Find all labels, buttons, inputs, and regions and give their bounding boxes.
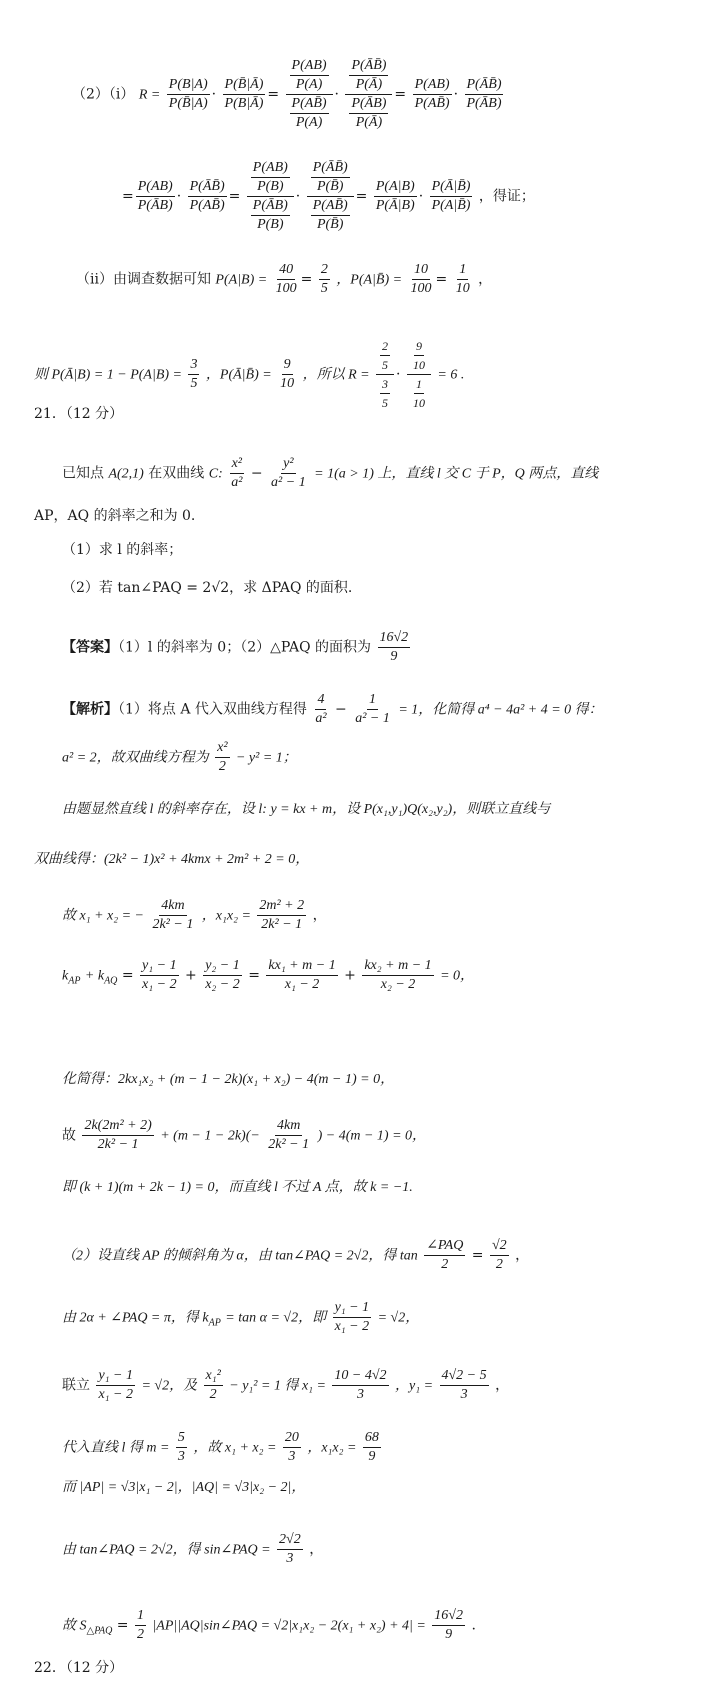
frac: $\frac{68}{9}$ xyxy=(364,1430,379,1464)
frac: $\frac{P(B|A)}{P(B̄|A)}$ xyxy=(168,77,208,111)
analysis-line1: 【解析】（1）将点 A 代入双曲线方程得 $\frac{4}{\text{a²}}$ − $\frac{1}{\text{a² − 1}}$ = 1，化简得 a⁴ − 4a² + 4 = 0 得： xyxy=(62,692,603,726)
q21-stem-line1: 已知点 A(2,1) 在双曲线 C: $\frac{\text{x²}}{\text{a²}}$ − $\frac{\text{y²}}{\text{a² − 1}}$ = 1(a > 1) 上，直线 l 交 C 于 P，Q 两点，直线 xyxy=(62,456,599,490)
frac: $\frac{16√2}{9}$ xyxy=(434,1608,463,1642)
frac: ∠PAQ 2 xyxy=(426,1238,464,1272)
frac: $\frac{P(AB)}{P(AB̄)}$ xyxy=(414,77,450,111)
part2-ii: （ii）由调查数据可知 P(A|B) = $\frac{40}{100}$ = $\frac{2}{5}$ ，P(A|B̄) = $\frac{10}{100}$ = $\frac{1}{10}$ ， xyxy=(76,262,493,296)
frac: $\frac{4√2 - 5}{3}$ xyxy=(441,1368,487,1402)
frac: $\frac{10 - 4√2}{3}$ xyxy=(334,1368,387,1402)
q21-answer: 【答案】（1）l 的斜率为 0；（2）△PAQ 的面积为 $\frac{16√2}{9}$ xyxy=(62,630,409,664)
frac: $\frac{4km}{\text{2k² − 1}}$ xyxy=(152,898,194,932)
compound-frac: $\frac{\frac{9}{10}}{\frac{1}{10}}$ xyxy=(407,338,431,411)
analysis-line6: $k_{AP} + k_{AQ}$ = $\frac{\text{y₁ − 1}}{\text{x₁ − 2}}$ + $\frac{\text{y₂ − 1}}{\text{x₂ − 2}}$ = $\frac{\text{kx₁ + m − 1}}{\text{x₁ − 2}}$ + $\frac{\text{kx₂ + m − 1}}{\text{x₂ − 2}}$ = 0， xyxy=(62,958,475,992)
frac: $\frac{5}{3}$ xyxy=(177,1430,185,1464)
analysis-line2: a² = 2，故双曲线方程为 $\frac{\text{x²}}{2}$ − y² = 1； xyxy=(62,740,297,774)
analysis-so: 故 $\frac{\text{2k(2m² + 2)}}{\text{2k² − 1}}$ + (m − 1 − 2k)(− $\frac{4km}{\text{2k² − 1}}$ ) − 4(m − 1) = 0， xyxy=(62,1118,427,1152)
part2-line5: 而 |AP| = √3|x₁ − 2|，|AQ| = √3|x₂ − 2|， xyxy=(62,1480,306,1495)
frac: $\frac{P(AB)}{P(ĀB)}$ xyxy=(137,179,173,213)
analysis-simplify: 化简得：2kx₁x₂ + (m − 1 − 2k)(x₁ + x₂) − 4(m − 1) = 0， xyxy=(62,1072,395,1087)
frac: $\frac{\text{2k(2m² + 2)}}{\text{2k² − 1}}$ xyxy=(84,1118,152,1152)
part2-line7: 故 $S_{\triangle PAQ}$ = $\frac{1}{2}$ |AP||AQ|sin∠PAQ = √2|x₁x₂ − 2(x₁ + x₂) + 4| = $\frac{16√2}{9}$ . xyxy=(62,1608,476,1642)
frac: $\frac{\text{y²}}{\text{a² − 1}}$ xyxy=(271,456,306,490)
frac: $\frac{40}{100}$ xyxy=(275,262,297,296)
frac: $\frac{1}{\text{a² − 1}}$ xyxy=(355,692,390,726)
part2-line4: 代入直线 l 得 m = $\frac{5}{3}$ ，故 x₁ + x₂ = $\frac{20}{3}$ ，x₁x₂ = $\frac{68}{9}$ xyxy=(62,1430,379,1464)
frac: $\frac{20}{3}$ xyxy=(284,1430,299,1464)
frac: $\frac{10}{100}$ xyxy=(410,262,432,296)
proof-done: ，得证； xyxy=(478,188,535,205)
part2-i-line2: = $\frac{P(AB)}{P(ĀB)}$ · $\frac{P(ĀB̄)}{P(AB̄)}$ = $\frac{\frac{P(AB)}{P(B)}}{\frac{P(ĀB)}{P(B)}}$ · $\frac{\frac{P(ĀB̄)}{P(B̄)}}{\frac{P(AB̄)}{P(B̄)}}$ = $\frac{P(A|B)}{P(Ā|B)}$ · $\frac{P(Ā|B̄)}{P(A|B̄)}$ ，得证； xyxy=(122,160,535,232)
frac: $\frac{\text{y₁ − 1}}{\text{x₁ − 2}}$ xyxy=(334,1300,370,1334)
frac: $\frac{\text{x²}}{2}$ xyxy=(217,740,228,774)
frac: $\frac{P(ĀB̄)}{P(ĀB)}$ xyxy=(466,77,502,111)
frac: $\frac{4}{\text{a²}}$ xyxy=(315,692,327,726)
part-label: （2）（i） xyxy=(72,86,135,103)
compound-frac: $\frac{\frac{P(ĀB̄)}{P(B̄)}}{\frac{P(AB̄)}{P(B̄)}}$ xyxy=(307,160,354,233)
frac: $\frac{9}{10}$ xyxy=(280,357,295,391)
frac: $\frac{P(A|B)}{P(Ā|B)}$ xyxy=(375,179,415,213)
frac: $\frac{4km}{\text{2k² − 1}}$ xyxy=(268,1118,310,1152)
frac: $\frac{\text{kx₂ + m − 1}}{\text{x₂ − 2}}$ xyxy=(364,958,432,992)
frac: $\frac{\text{y₂ − 1}}{\text{x₂ − 2}}$ xyxy=(205,958,240,992)
q21-sub1: （1）求 l 的斜率； xyxy=(62,542,183,558)
analysis-line4: 双曲线得：(2k² − 1)x² + 4kmx + 2m² + 2 = 0， xyxy=(34,852,310,867)
frac: $\frac{3}{5}$ xyxy=(190,357,198,391)
frac: $\frac{P(ĀB̄)}{P(AB̄)}$ xyxy=(189,179,225,213)
analysis-line5: 故 x₁ + x₂ = − $\frac{4km}{\text{2k² − 1}}$ ，x₁x₂ = $\frac{\text{2m² + 2}}{\text{2k² − 1}}$ ， xyxy=(62,898,327,932)
frac: $\frac{\text{y₁ − 1}}{\text{x₁ − 2}}$ xyxy=(98,1368,133,1402)
compound-frac: $\frac{\frac{P(ĀB̄)}{P(Ā)}}{\frac{P(ĀB)}{P(Ā)}}$ xyxy=(345,58,392,131)
frac: $\frac{P(Ā|B̄)}{P(A|B̄)}$ xyxy=(431,179,471,213)
frac: $\frac{1}{2}$ xyxy=(136,1608,144,1642)
part2-line1: （2）设直线 AP 的倾斜角为 α，由 tan∠PAQ = 2√2，得 tan ∠PAQ 2 = $\frac{√2}{2}$ ， xyxy=(62,1238,530,1272)
frac: $\frac{2}{5}$ xyxy=(320,262,328,296)
q21-sub2: （2）若 tan∠PAQ = 2√2，求 ΔPAQ 的面积. xyxy=(62,580,353,596)
frac: $\frac{\text{x₁²}}{2}$ xyxy=(205,1368,221,1402)
frac: $\frac{16√2}{9}$ xyxy=(379,630,409,664)
compound-frac: $\frac{\frac{P(AB)}{P(A)}}{\frac{P(AB̄)}{P(A)}}$ xyxy=(286,58,333,131)
part2-line6: 由 tan∠PAQ = 2√2，得 sin∠PAQ = $\frac{2√2}{3}$ ， xyxy=(62,1532,324,1566)
compound-frac: $\frac{\frac{2}{5}}{\frac{3}{5}}$ xyxy=(376,338,394,411)
frac: $\frac{\text{2m² + 2}}{\text{2k² − 1}}$ xyxy=(259,898,305,932)
q21-header: 21．（12 分） xyxy=(34,406,124,422)
frac: $\frac{\text{y₁ − 1}}{\text{x₁ − 2}}$ xyxy=(142,958,177,992)
r-lhs: R = xyxy=(138,87,161,103)
compound-frac: $\frac{\frac{P(AB)}{P(B)}}{\frac{P(ĀB)}{P(B)}}$ xyxy=(247,160,294,233)
frac: $\frac{P(B̄|Ā)}{P(B|Ā)}$ xyxy=(224,77,264,111)
frac: $\frac{\text{x²}}{\text{a²}}$ xyxy=(231,456,243,490)
frac: $\frac{√2}{2}$ xyxy=(491,1238,507,1272)
q22-header: 22．（12 分） xyxy=(34,1660,124,1676)
q21-stem-line2: AP，AQ 的斜率之和为 0. xyxy=(34,508,196,524)
frac: $\frac{\text{kx₁ + m − 1}}{\text{x₁ − 2}}$ xyxy=(268,958,336,992)
part2-iii: 则 P(Ā|B) = 1 − P(A|B) = $\frac{3}{5}$ ，P(Ā|B̄) = $\frac{9}{10}$ ，所以 R = $\frac{\frac{2}{5}}{\frac{3}{5}}$ · $\frac{\frac{9}{10}}{\frac{1}{10}}$ = 6 . xyxy=(34,339,465,410)
frac: $\frac{2√2}{3}$ xyxy=(279,1532,301,1566)
frac: $\frac{1}{10}$ xyxy=(455,262,470,296)
analysis-ie: 即 (k + 1)(m + 2k − 1) = 0，而直线 l 不过 A 点，故 k = −1. xyxy=(62,1180,413,1195)
part2-line2: 由 2α + ∠PAQ = π，得 $k_{AP} = \tan \alpha = √2$，即 $\frac{\text{y₁ − 1}}{\text{x₁ − 2}}$ = √2， xyxy=(62,1300,420,1334)
analysis-line3: 由题显然直线 l 的斜率存在，设 l: y = kx + m，设 P(x₁,y₁)Q(x₂,y₂)，则联立直线与 xyxy=(62,802,551,817)
part2-i-line1: （2）（i） R = $\frac{P(B|A)}{P(B̄|A)}$ · $\frac{P(B̄|Ā)}{P(B|Ā)}$ = $\frac{\frac{P(AB)}{P(A)}}{\frac{P(AB̄)}{P(A)}}$ · $\frac{\frac{P(ĀB̄)}{P(Ā)}}{\frac{P(ĀB)}{P(Ā)}}$ = $\frac{P(AB)}{P(AB̄)}$ · $\frac{P(ĀB̄)}{P(ĀB)}$ xyxy=(72,58,502,130)
part2-line3: 联立 $\frac{\text{y₁ − 1}}{\text{x₁ − 2}}$ = √2，及 $\frac{\text{x₁²}}{2}$ − y₁² = 1 得 x₁ = $\frac{10 - 4√2}{3}$ ，y₁ = $\frac{4√2 - 5}{3}$ ， xyxy=(62,1368,510,1402)
